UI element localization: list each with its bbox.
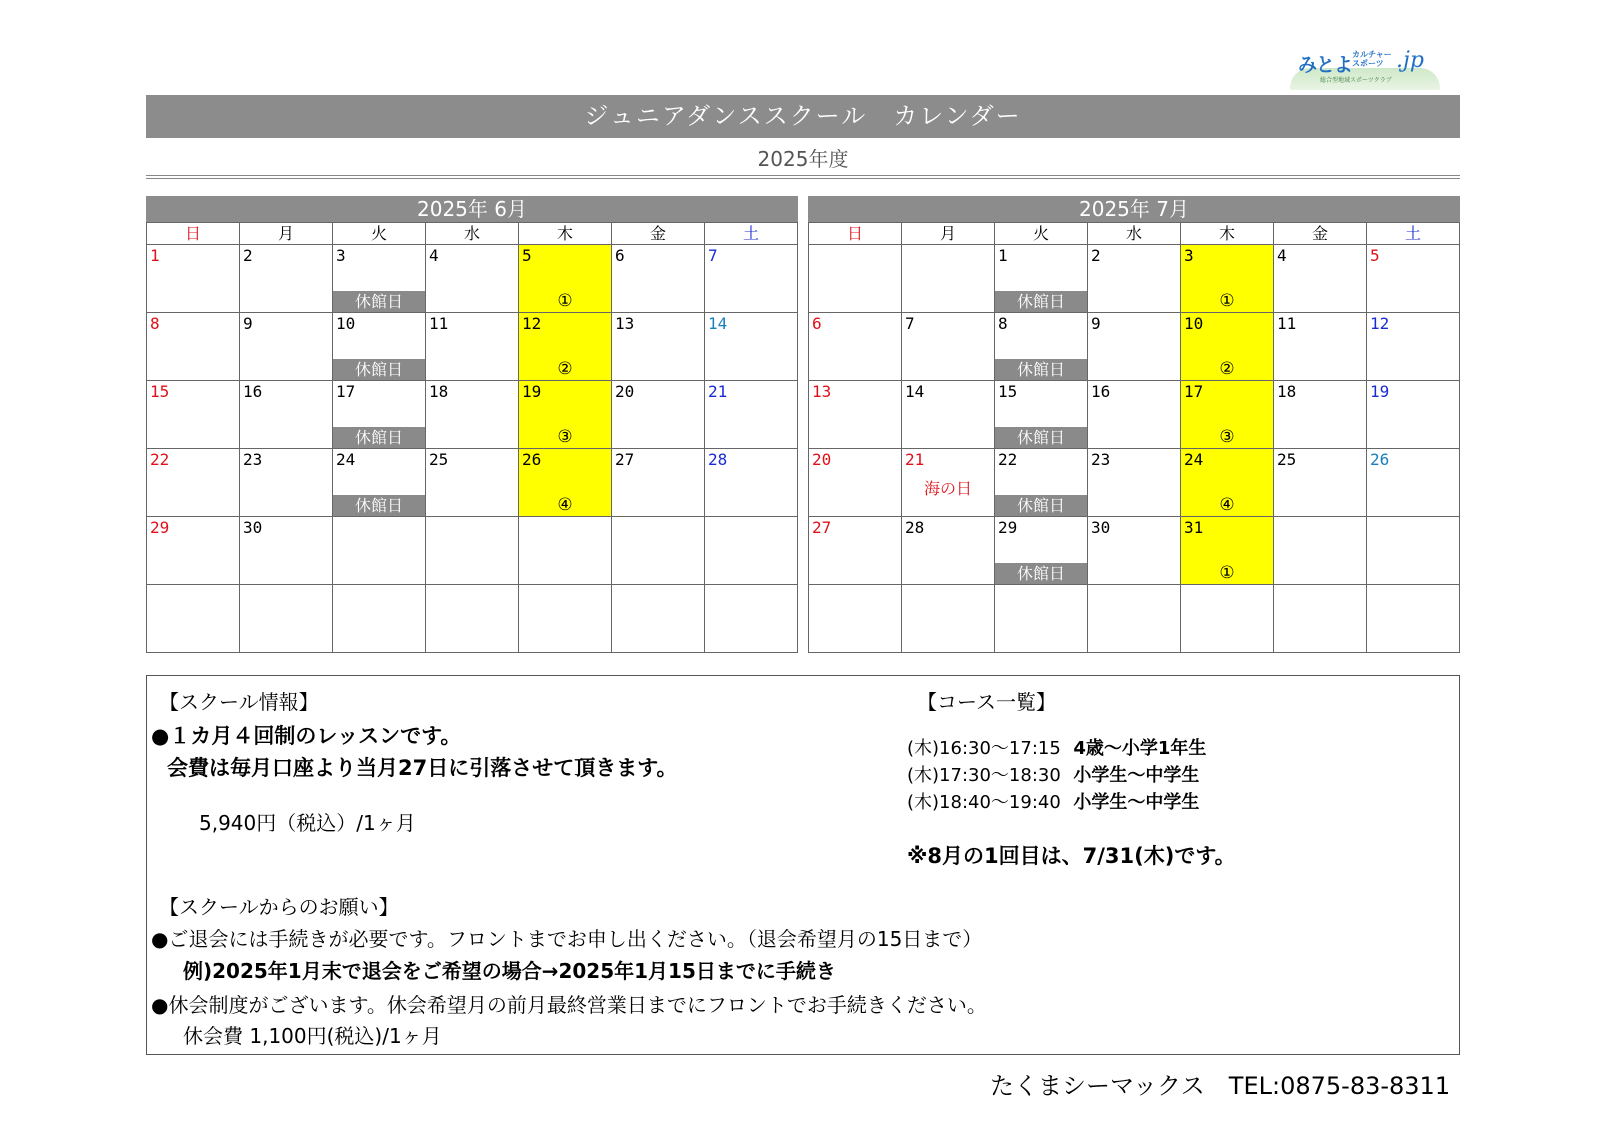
- day-number: 16: [243, 382, 263, 401]
- calendar-day-cell: [612, 585, 705, 653]
- day-number: 9: [1091, 314, 1101, 333]
- closed-day-label: 休館日: [995, 359, 1087, 380]
- closed-day-label: 休館日: [995, 291, 1087, 312]
- suspension-fee: 休会費 1,100円(税込)/1ヶ月: [183, 1024, 442, 1048]
- day-number: 6: [812, 314, 822, 333]
- school-fee: 5,940円（税込）/1ヶ月: [199, 811, 416, 835]
- courses-heading: 【コース一覧】: [917, 690, 1056, 714]
- calendar-day-cell: [333, 517, 426, 585]
- calendar-day-cell: [426, 517, 519, 585]
- day-number: 3: [1184, 246, 1194, 265]
- closed-day-label: 休館日: [333, 495, 425, 516]
- calendar-day-cell: [902, 449, 995, 517]
- calendar-day-cell: [1088, 245, 1181, 313]
- day-number: 14: [905, 382, 925, 401]
- day-number: 31: [1184, 518, 1204, 537]
- course-target: 小学生～中学生: [1060, 765, 1200, 786]
- logo-tagline: 総合型地域スポーツクラブ: [1320, 77, 1392, 84]
- calendar-day-cell: [333, 381, 426, 449]
- calendar-day-cell: [333, 245, 426, 313]
- calendar-day-cell: [1181, 245, 1274, 313]
- day-number: 23: [243, 450, 263, 469]
- school-info-heading: 【スクール情報】: [159, 690, 319, 714]
- calendar-day-cell: [902, 245, 995, 313]
- calendar-day-cell: [612, 449, 705, 517]
- closed-day-label: 休館日: [995, 427, 1087, 448]
- day-number: 21: [905, 450, 925, 469]
- calendar-day-cell: [1367, 585, 1460, 653]
- weekday-row: [147, 223, 798, 245]
- calendar-day-cell: [902, 381, 995, 449]
- calendar-day-cell: [995, 585, 1088, 653]
- calendar-day-cell: [705, 313, 798, 381]
- calendar-day-cell: [809, 381, 902, 449]
- day-number: 3: [336, 246, 346, 265]
- calendar-week-row: [809, 517, 1460, 585]
- calendar-day-cell: [147, 245, 240, 313]
- day-number: 5: [1370, 246, 1380, 265]
- day-number: 13: [615, 314, 635, 333]
- day-number: 8: [998, 314, 1008, 333]
- logo-suffix: .jp: [1396, 48, 1424, 73]
- day-number: 30: [1091, 518, 1111, 537]
- calendar-day-cell: [705, 381, 798, 449]
- calendar-day-cell: [1088, 449, 1181, 517]
- calendar-day-cell: [809, 313, 902, 381]
- calendar-day-cell: [333, 585, 426, 653]
- calendar-july: [808, 196, 1460, 653]
- day-number: 14: [708, 314, 728, 333]
- day-number: 18: [1277, 382, 1297, 401]
- year-label: 2025年度: [757, 147, 849, 171]
- calendar-grid: [808, 222, 1460, 653]
- calendar-day-cell: [902, 313, 995, 381]
- day-number: 17: [336, 382, 356, 401]
- lesson-number: ④: [1219, 495, 1235, 515]
- calendar-day-cell: [519, 313, 612, 381]
- day-number: 10: [1184, 314, 1204, 333]
- calendar-day-cell: [1274, 449, 1367, 517]
- day-number: 15: [150, 382, 170, 401]
- day-number: 20: [812, 450, 832, 469]
- logo: [1290, 46, 1440, 92]
- day-number: 2: [1091, 246, 1101, 265]
- calendar-day-cell: [147, 585, 240, 653]
- day-number: 19: [522, 382, 542, 401]
- weekday-header: 水: [426, 223, 519, 245]
- closed-day-label: 休館日: [333, 427, 425, 448]
- calendar-day-cell: [902, 517, 995, 585]
- calendar-day-cell: [147, 449, 240, 517]
- day-number: 20: [615, 382, 635, 401]
- calendar-day-cell: [240, 449, 333, 517]
- day-number: 18: [429, 382, 449, 401]
- calendar-day-cell: [426, 585, 519, 653]
- calendar-day-cell: [809, 245, 902, 313]
- calendar-day-cell: [1088, 381, 1181, 449]
- lesson-number: ①: [557, 291, 573, 311]
- day-number: 8: [150, 314, 160, 333]
- course-item: [907, 788, 1199, 814]
- calendar-day-cell: [705, 245, 798, 313]
- divider: [146, 175, 1460, 176]
- calendar-day-cell: [426, 245, 519, 313]
- closed-day-label: 休館日: [995, 563, 1087, 584]
- day-number: 7: [905, 314, 915, 333]
- weekday-header: 日: [147, 223, 240, 245]
- weekday-header: 火: [333, 223, 426, 245]
- course-item: [907, 761, 1199, 787]
- calendar-day-cell: [1181, 449, 1274, 517]
- weekday-header: 水: [1088, 223, 1181, 245]
- day-number: 27: [812, 518, 832, 537]
- calendar-day-cell: [240, 381, 333, 449]
- calendar-june: [146, 196, 798, 653]
- calendar-day-cell: [519, 517, 612, 585]
- day-number: 25: [1277, 450, 1297, 469]
- course-target: 4歳～小学1年生: [1060, 738, 1207, 759]
- course-item: [907, 734, 1206, 760]
- logo-sub-text: カルチャー スポーツ: [1352, 50, 1392, 68]
- day-number: 23: [1091, 450, 1111, 469]
- day-number: 22: [998, 450, 1018, 469]
- day-number: 7: [708, 246, 718, 265]
- calendar-day-cell: [426, 313, 519, 381]
- weekday-header: 火: [995, 223, 1088, 245]
- day-number: 30: [243, 518, 263, 537]
- calendar-day-cell: [1088, 517, 1181, 585]
- weekday-header: 日: [809, 223, 902, 245]
- weekday-header: 土: [705, 223, 798, 245]
- calendar-day-cell: [426, 449, 519, 517]
- day-number: 5: [522, 246, 532, 265]
- day-number: 6: [615, 246, 625, 265]
- day-number: 24: [336, 450, 356, 469]
- calendar-day-cell: [1367, 517, 1460, 585]
- calendar-week-row: [809, 245, 1460, 313]
- day-number: 12: [522, 314, 542, 333]
- calendar-day-cell: [240, 585, 333, 653]
- day-number: 21: [708, 382, 728, 401]
- day-number: 4: [1277, 246, 1287, 265]
- day-number: 28: [708, 450, 728, 469]
- calendar-week-row: [809, 381, 1460, 449]
- day-number: 27: [615, 450, 635, 469]
- calendar-day-cell: [1367, 313, 1460, 381]
- calendar-day-cell: [333, 313, 426, 381]
- school-info-line1: ●１カ月４回制のレッスンです。: [151, 724, 462, 748]
- closed-day-label: 休館日: [333, 359, 425, 380]
- course-target: 小学生～中学生: [1060, 792, 1200, 813]
- course-time: (木)16:30～17:15: [907, 738, 1061, 759]
- day-number: 16: [1091, 382, 1111, 401]
- page-title: ジュニアダンススクール カレンダー: [146, 95, 1460, 138]
- calendar-week-row: [147, 585, 798, 653]
- calendar-day-cell: [1181, 313, 1274, 381]
- calendar-day-cell: [995, 449, 1088, 517]
- weekday-header: 土: [1367, 223, 1460, 245]
- calendar-day-cell: [1181, 585, 1274, 653]
- calendar-day-cell: [1088, 585, 1181, 653]
- calendar-day-cell: [1367, 245, 1460, 313]
- day-number: 11: [1277, 314, 1297, 333]
- calendar-week-row: [147, 313, 798, 381]
- day-number: 2: [243, 246, 253, 265]
- day-number: 22: [150, 450, 170, 469]
- day-number: 29: [150, 518, 170, 537]
- closed-day-label: 休館日: [333, 291, 425, 312]
- school-info-line2: 会費は毎月口座より当月27日に引落させて頂きます。: [167, 756, 678, 780]
- weekday-header: 月: [240, 223, 333, 245]
- weekday-header: 月: [902, 223, 995, 245]
- day-number: 15: [998, 382, 1018, 401]
- course-time: (木)18:40～19:40: [907, 792, 1061, 813]
- weekday-row: [809, 223, 1460, 245]
- calendar-day-cell: [240, 245, 333, 313]
- closed-day-label: 休館日: [995, 495, 1087, 516]
- footer-contact: たくまシーマックス TEL:0875-83-8311: [990, 1072, 1451, 1100]
- withdrawal-notice: ●ご退会には手続きが必要です。フロントまでお申し出ください。（退会希望月の15日まで）: [151, 927, 983, 951]
- calendar-day-cell: [240, 517, 333, 585]
- holiday-label: 海の日: [923, 479, 972, 498]
- calendar-day-cell: [1274, 585, 1367, 653]
- lesson-number: ②: [557, 359, 573, 379]
- calendar-day-cell: [519, 585, 612, 653]
- calendar-day-cell: [147, 313, 240, 381]
- calendar-day-cell: [519, 245, 612, 313]
- divider: [146, 178, 1460, 179]
- day-number: 17: [1184, 382, 1204, 401]
- calendar-week-row: [147, 449, 798, 517]
- lesson-number: ③: [1219, 427, 1235, 447]
- calendar-day-cell: [1088, 313, 1181, 381]
- calendar-day-cell: [995, 245, 1088, 313]
- calendar-day-cell: [612, 245, 705, 313]
- calendar-day-cell: [1274, 245, 1367, 313]
- info-panel: [146, 675, 1460, 1055]
- day-number: 9: [243, 314, 253, 333]
- day-number: 13: [812, 382, 832, 401]
- calendar-day-cell: [995, 381, 1088, 449]
- day-number: 10: [336, 314, 356, 333]
- calendar-week-row: [147, 245, 798, 313]
- calendar-day-cell: [1181, 381, 1274, 449]
- lesson-number: ③: [557, 427, 573, 447]
- calendar-day-cell: [519, 381, 612, 449]
- day-number: 26: [522, 450, 542, 469]
- weekday-header: 金: [612, 223, 705, 245]
- day-number: 29: [998, 518, 1018, 537]
- calendar-day-cell: [612, 381, 705, 449]
- day-number: 28: [905, 518, 925, 537]
- calendar-day-cell: [1367, 381, 1460, 449]
- calendar-day-cell: [705, 517, 798, 585]
- calendar-day-cell: [1274, 313, 1367, 381]
- day-number: 12: [1370, 314, 1390, 333]
- calendar-month-header: 2025年 7月: [808, 196, 1460, 222]
- weekday-header: 木: [519, 223, 612, 245]
- calendar-day-cell: [519, 449, 612, 517]
- course-time: (木)17:30～18:30: [907, 765, 1061, 786]
- calendar-day-cell: [240, 313, 333, 381]
- calendar-grid: [146, 222, 798, 653]
- calendar-week-row: [809, 313, 1460, 381]
- calendar-day-cell: [333, 449, 426, 517]
- lesson-number: ④: [557, 495, 573, 515]
- calendar-week-row: [147, 381, 798, 449]
- day-number: 4: [429, 246, 439, 265]
- calendar-week-row: [147, 517, 798, 585]
- day-number: 25: [429, 450, 449, 469]
- day-number: 24: [1184, 450, 1204, 469]
- calendar-day-cell: [705, 585, 798, 653]
- calendar-day-cell: [1181, 517, 1274, 585]
- august-note: ※8月の1回目は、7/31(木)です。: [907, 844, 1236, 868]
- calendar-day-cell: [147, 381, 240, 449]
- lesson-number: ②: [1219, 359, 1235, 379]
- calendar-day-cell: [426, 381, 519, 449]
- calendar-day-cell: [705, 449, 798, 517]
- suspension-notice: ●休会制度がございます。休会希望月の前月最終営業日までにフロントでお手続きください。: [151, 993, 987, 1017]
- lesson-number: ①: [1219, 563, 1235, 583]
- calendar-day-cell: [809, 449, 902, 517]
- day-number: 11: [429, 314, 449, 333]
- calendar-day-cell: [612, 517, 705, 585]
- lesson-number: ①: [1219, 291, 1235, 311]
- calendar-day-cell: [1367, 449, 1460, 517]
- calendar-day-cell: [995, 313, 1088, 381]
- calendar-week-row: [809, 449, 1460, 517]
- calendar-week-row: [809, 585, 1460, 653]
- calendar-day-cell: [902, 585, 995, 653]
- day-number: 1: [150, 246, 160, 265]
- calendar-day-cell: [809, 585, 902, 653]
- calendar-day-cell: [1274, 381, 1367, 449]
- weekday-header: 金: [1274, 223, 1367, 245]
- calendar-day-cell: [612, 313, 705, 381]
- logo-main-text: みとよ: [1298, 54, 1353, 76]
- calendar-day-cell: [1274, 517, 1367, 585]
- requests-heading: 【スクールからのお願い】: [159, 895, 399, 919]
- day-number: 1: [998, 246, 1008, 265]
- weekday-header: 木: [1181, 223, 1274, 245]
- withdrawal-example: 例)2025年1月末で退会をご希望の場合→2025年1月15日までに手続き: [183, 959, 836, 983]
- calendar-month-header: 2025年 6月: [146, 196, 798, 222]
- calendar-day-cell: [995, 517, 1088, 585]
- day-number: 19: [1370, 382, 1390, 401]
- calendar-day-cell: [809, 517, 902, 585]
- day-number: 26: [1370, 450, 1390, 469]
- calendar-day-cell: [147, 517, 240, 585]
